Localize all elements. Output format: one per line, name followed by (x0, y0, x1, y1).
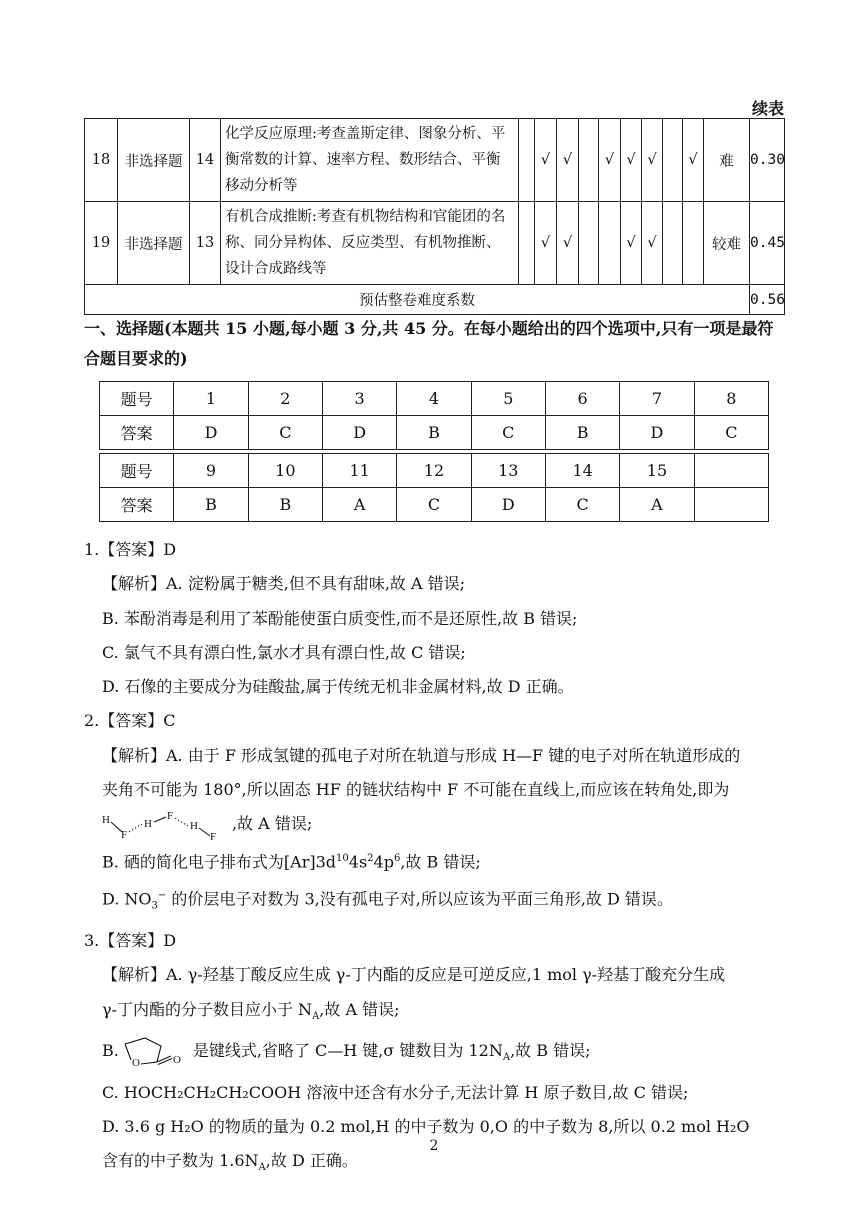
svg-text:F: F (167, 809, 174, 822)
superscript: 2 (367, 852, 374, 864)
question-type: 非选择题 (118, 119, 190, 202)
answer-cell: D (471, 488, 545, 522)
q3-line: 【解析】A. γ-羟基丁酸反应生成 γ-丁内酯的反应是可逆反应,1 mol γ-羟基丁酸充分生成 (102, 965, 726, 985)
q1-line: D. 石像的主要成分为硅酸盐,属于传统无机非金属材料,故 D 正确。 (102, 677, 574, 697)
check-cell (579, 202, 599, 285)
question-number: 2 (248, 382, 322, 416)
question-number: 11 (322, 454, 396, 488)
question-number: 5 (471, 382, 545, 416)
hf-chain-structure-figure (102, 810, 232, 840)
text-span: ,故 A 错误; (319, 999, 400, 1019)
answer-cell: D (322, 416, 396, 450)
check-cell: √ (535, 119, 557, 202)
answer-table (99, 381, 769, 522)
check-cell (663, 202, 683, 285)
subscript: 3 (151, 900, 158, 912)
text-span: B. 硒的简化电子排布式为[Ar]3d (102, 852, 337, 871)
q3-line: D. 3.6 g H₂O 的物质的量为 0.2 mol,H 的中子数为 0,O 的中子数为 8,所以 0.2 mol H₂O (102, 1116, 750, 1136)
text-span: 4p (373, 852, 394, 871)
check-cell (599, 202, 621, 285)
answer-cell: B (397, 416, 471, 450)
text-span: γ-丁内酯的分子数目应小于 N (102, 999, 313, 1019)
difficulty-coefficient: 0.30 (750, 119, 785, 202)
question-description: 化学反应原理:考查盖斯定律、图象分析、平衡常数的计算、速率方程、数形结合、平衡移动分析等 (221, 119, 519, 202)
table-row (100, 454, 769, 488)
answer-cell: C (248, 416, 322, 450)
subscript: A (502, 1052, 511, 1064)
text-span: B. (102, 1041, 119, 1061)
text-span: 含有的中子数为 1.6N (102, 1151, 259, 1171)
check-cell: √ (621, 202, 642, 285)
q3-line (84, 1034, 788, 1075)
check-cell (663, 119, 683, 202)
page-number: 2 (429, 1138, 439, 1154)
check-cell: √ (642, 119, 663, 202)
q2-line (84, 807, 788, 841)
continued-label: 续表 (751, 99, 784, 118)
row-label: 答案 (100, 488, 174, 522)
svg-text:H: H (102, 813, 110, 826)
check-cell: √ (642, 202, 663, 285)
answer-cell: A (620, 488, 694, 522)
q2-line-tail: ,故 A 错误; (232, 814, 313, 834)
q1-line: C. 氯气不具有漂白性,氯水才具有漂白性,故 C 错误; (102, 642, 466, 662)
question-score: 14 (190, 119, 221, 202)
superscript: 6 (393, 852, 401, 864)
answer-cell: B (545, 416, 619, 450)
check-cell: √ (599, 119, 621, 202)
question-number: 19 (85, 202, 118, 285)
q1-answer: 1.【答案】D (84, 540, 177, 559)
q1-line: B. 苯酚消毒是利用了苯酚能使蛋白质变性,而不是还原性,故 B 错误; (102, 608, 578, 628)
q2-line: 夹角不可能为 180°,所以固态 HF 的链状结构中 F 不可能在直线上,而应该在转角处,即为 (102, 780, 730, 800)
lactone-structure-figure (119, 1036, 193, 1068)
row-label: 题号 (100, 454, 174, 488)
total-row (85, 285, 785, 315)
q3-line (84, 993, 788, 1034)
question-number: 3 (322, 382, 396, 416)
answer-cell: D (174, 416, 248, 450)
text-span: ,故 B 错误; (510, 1041, 591, 1061)
svg-text:H: H (190, 819, 198, 832)
question-number: 18 (85, 119, 118, 202)
total-label: 预估整卷难度系数 (85, 285, 750, 315)
svg-text:H: H (144, 817, 152, 830)
table-row (100, 488, 769, 522)
difficulty-coefficient: 0.45 (750, 202, 785, 285)
table-row (100, 416, 769, 450)
text-span: ,故 D 正确。 (265, 1151, 358, 1171)
solutions-body (84, 533, 788, 1186)
question-number: 10 (248, 454, 322, 488)
text-span: D. NO (102, 889, 152, 909)
question-number: 15 (620, 454, 694, 488)
svg-text:O: O (172, 1053, 181, 1066)
check-cell: √ (683, 119, 704, 202)
q2-line: 【解析】A. 由于 F 形成氢键的孤电子对所在轨道与形成 H—F 键的电子对所在轨道形成的 (102, 745, 741, 765)
svg-text:F: F (121, 828, 128, 840)
svg-text:F: F (210, 830, 217, 840)
superscript: 10 (336, 852, 349, 864)
answer-cell: B (174, 488, 248, 522)
question-number: 14 (545, 454, 619, 488)
check-cell: √ (557, 202, 579, 285)
question-number: 13 (471, 454, 545, 488)
q2-line (84, 842, 788, 880)
check-cell (519, 202, 535, 285)
question-number: 6 (545, 382, 619, 416)
check-cell: √ (535, 202, 557, 285)
q3-answer: 3.【答案】D (84, 931, 177, 951)
difficulty: 较难 (704, 202, 750, 285)
answer-cell: B (248, 488, 322, 522)
q3-line: C. HOCH₂CH₂CH₂COOH 溶液中还含有水分子,无法计算 H 原子数目,故 C 错误; (102, 1082, 689, 1102)
text-span: ,故 B 错误; (400, 852, 481, 871)
answer-cell: C (545, 488, 619, 522)
answer-cell: C (397, 488, 471, 522)
question-number: 1 (174, 382, 248, 416)
total-value: 0.56 (750, 285, 785, 315)
question-number: 12 (397, 454, 471, 488)
spec-table (84, 118, 785, 315)
check-cell: √ (621, 119, 642, 202)
row-label: 题号 (100, 382, 174, 416)
difficulty: 难 (704, 119, 750, 202)
superscript: − (157, 890, 167, 902)
section-heading: 一、选择题(本题共 15 小题,每小题 3 分,共 45 分。在每小题给出的四个选项中,只有一项是最符合题目要求的) (84, 319, 774, 368)
question-score: 13 (190, 202, 221, 285)
answer-cell: C (471, 416, 545, 450)
question-number: 7 (620, 382, 694, 416)
q2-line (84, 879, 788, 924)
question-number: 9 (174, 454, 248, 488)
text-span: 的价层电子对数为 3,没有孤电子对,所以应该为平面三角形,故 D 错误。 (166, 889, 673, 909)
text-span: 是键线式,省略了 C—H 键,σ 键数目为 12N (192, 1041, 503, 1061)
answer-cell: D (620, 416, 694, 450)
check-cell (519, 119, 535, 202)
check-cell (579, 119, 599, 202)
svg-text:O: O (131, 1056, 140, 1068)
question-number: 4 (397, 382, 471, 416)
q2-answer: 2.【答案】C (84, 711, 176, 731)
check-cell (683, 202, 704, 285)
question-number: 8 (694, 382, 768, 416)
answer-cell: A (322, 488, 396, 522)
table-row (85, 119, 785, 202)
answer-cell (694, 488, 768, 522)
subscript: A (312, 1010, 320, 1022)
question-description: 有机合成推断:考查有机物结构和官能团的名称、同分异构体、反应类型、有机物推断、设计合成路线等 (221, 202, 519, 285)
table-row (85, 202, 785, 285)
question-type: 非选择题 (118, 202, 190, 285)
row-label: 答案 (100, 416, 174, 450)
check-cell: √ (557, 119, 579, 202)
answer-cell: C (694, 416, 768, 450)
text-span: 4s (348, 852, 368, 871)
q1-line: 【解析】A. 淀粉属于糖类,但不具有甜味,故 A 错误; (102, 574, 466, 594)
question-number (694, 454, 768, 488)
subscript: A (258, 1162, 266, 1174)
table-row (100, 382, 769, 416)
